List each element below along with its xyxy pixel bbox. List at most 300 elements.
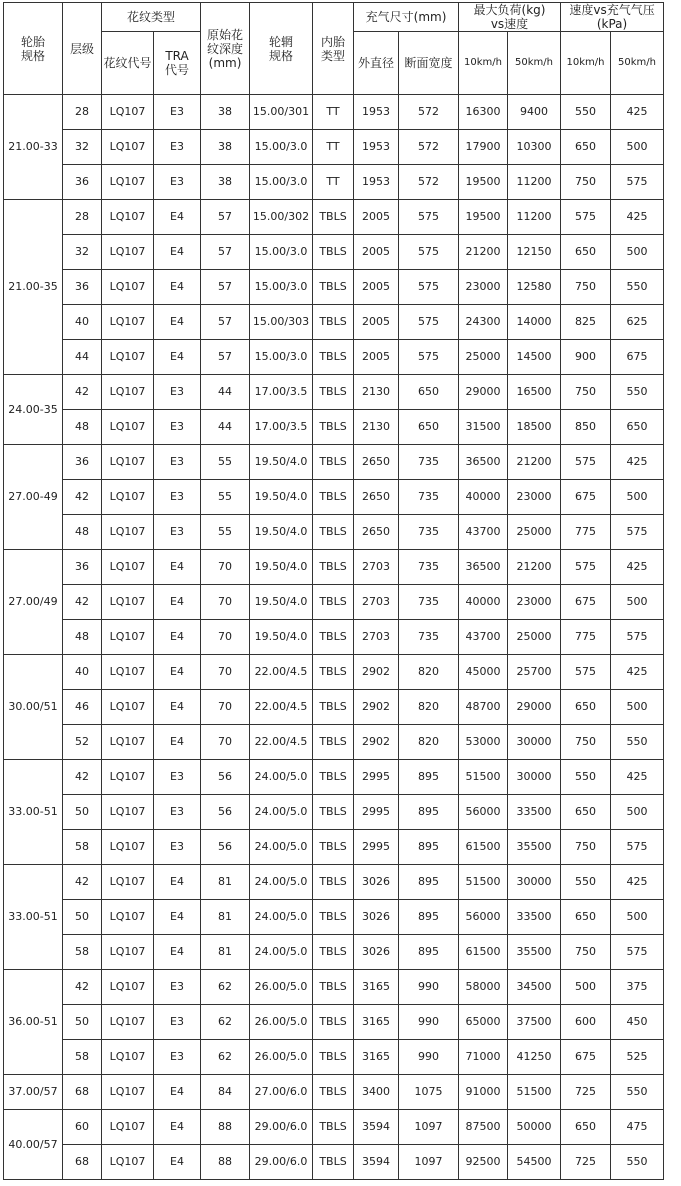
cell-tra-code: E4: [154, 1145, 201, 1180]
cell-pressure-50: 500: [611, 480, 664, 515]
cell-pressure-50: 650: [611, 410, 664, 445]
table-row: [4, 130, 664, 165]
cell-pressure-10: 650: [561, 1110, 611, 1145]
cell-pressure-10: 550: [561, 95, 611, 130]
cell-outer-diameter: 3026: [354, 935, 399, 970]
cell-pressure-10: 500: [561, 970, 611, 1005]
cell-load-10: 40000: [459, 585, 508, 620]
cell-pressure-10: 825: [561, 305, 611, 340]
cell-pattern-code: LQ107: [102, 95, 154, 130]
cell-pattern-code: LQ107: [102, 620, 154, 655]
cell-pressure-50: 575: [611, 515, 664, 550]
cell-orig-depth: 38: [201, 165, 250, 200]
cell-section-width: 735: [399, 480, 459, 515]
cell-orig-depth: 55: [201, 480, 250, 515]
cell-load-50: 35500: [508, 935, 561, 970]
cell-section-width: 575: [399, 270, 459, 305]
cell-pressure-10: 725: [561, 1145, 611, 1180]
cell-load-50: 14000: [508, 305, 561, 340]
cell-section-width: 572: [399, 165, 459, 200]
cell-rim: 15.00/301: [250, 95, 313, 130]
cell-pressure-50: 550: [611, 375, 664, 410]
cell-outer-diameter: 2130: [354, 375, 399, 410]
cell-load-50: 12150: [508, 235, 561, 270]
cell-load-10: 24300: [459, 305, 508, 340]
cell-tra-code: E3: [154, 375, 201, 410]
cell-pattern-code: LQ107: [102, 130, 154, 165]
cell-spec: 24.00-35: [4, 375, 63, 445]
cell-tube-type: TBLS: [313, 410, 354, 445]
cell-ply: 48: [63, 620, 102, 655]
cell-tube-type: TBLS: [313, 550, 354, 585]
cell-pressure-50: 550: [611, 1145, 664, 1180]
header-spec: 轮胎 规格: [4, 3, 63, 95]
header-orig-depth: 原始花 纹深度 (mm): [201, 3, 250, 95]
cell-tra-code: E4: [154, 305, 201, 340]
cell-pattern-code: LQ107: [102, 655, 154, 690]
cell-pressure-50: 450: [611, 1005, 664, 1040]
cell-load-50: 50000: [508, 1110, 561, 1145]
cell-load-10: 56000: [459, 795, 508, 830]
cell-load-50: 51500: [508, 1075, 561, 1110]
cell-rim: 29.00/6.0: [250, 1110, 313, 1145]
cell-load-10: 56000: [459, 900, 508, 935]
cell-pattern-code: LQ107: [102, 1145, 154, 1180]
cell-pattern-code: LQ107: [102, 690, 154, 725]
cell-pressure-50: 475: [611, 1110, 664, 1145]
table-row: [4, 95, 664, 130]
cell-orig-depth: 70: [201, 585, 250, 620]
cell-outer-diameter: 2650: [354, 445, 399, 480]
cell-tube-type: TBLS: [313, 900, 354, 935]
cell-outer-diameter: 3594: [354, 1110, 399, 1145]
cell-pressure-10: 575: [561, 550, 611, 585]
table-row: [4, 480, 664, 515]
cell-section-width: 735: [399, 515, 459, 550]
cell-pattern-code: LQ107: [102, 235, 154, 270]
table-row: [4, 760, 664, 795]
cell-rim: 22.00/4.5: [250, 655, 313, 690]
table-row: [4, 270, 664, 305]
tire-spec-table: [3, 2, 664, 1180]
cell-ply: 68: [63, 1145, 102, 1180]
cell-pressure-50: 500: [611, 795, 664, 830]
cell-load-50: 30000: [508, 760, 561, 795]
cell-pressure-10: 675: [561, 585, 611, 620]
table-row: [4, 550, 664, 585]
cell-tube-type: TBLS: [313, 305, 354, 340]
cell-pressure-10: 650: [561, 235, 611, 270]
cell-outer-diameter: 3165: [354, 1005, 399, 1040]
cell-pressure-50: 500: [611, 900, 664, 935]
cell-rim: 22.00/4.5: [250, 690, 313, 725]
table-row: [4, 620, 664, 655]
cell-tube-type: TBLS: [313, 340, 354, 375]
cell-ply: 58: [63, 1040, 102, 1075]
cell-tube-type: TBLS: [313, 760, 354, 795]
table-row: [4, 935, 664, 970]
cell-pressure-10: 650: [561, 690, 611, 725]
cell-orig-depth: 57: [201, 305, 250, 340]
cell-load-50: 33500: [508, 900, 561, 935]
cell-pattern-code: LQ107: [102, 305, 154, 340]
cell-tra-code: E4: [154, 340, 201, 375]
cell-rim: 15.00/3.0: [250, 270, 313, 305]
cell-load-50: 35500: [508, 830, 561, 865]
table-row: [4, 795, 664, 830]
cell-pressure-10: 575: [561, 445, 611, 480]
cell-pressure-50: 550: [611, 725, 664, 760]
cell-ply: 36: [63, 270, 102, 305]
cell-pattern-code: LQ107: [102, 795, 154, 830]
cell-pattern-code: LQ107: [102, 970, 154, 1005]
cell-pressure-50: 500: [611, 235, 664, 270]
cell-section-width: 1097: [399, 1145, 459, 1180]
cell-section-width: 820: [399, 690, 459, 725]
cell-load-50: 29000: [508, 690, 561, 725]
cell-pressure-10: 600: [561, 1005, 611, 1040]
cell-pressure-10: 750: [561, 725, 611, 760]
cell-load-50: 30000: [508, 725, 561, 760]
cell-section-width: 575: [399, 305, 459, 340]
cell-load-50: 30000: [508, 865, 561, 900]
cell-pressure-50: 575: [611, 830, 664, 865]
cell-pattern-code: LQ107: [102, 1075, 154, 1110]
header-outer-diameter: 外直径: [354, 32, 399, 95]
cell-tra-code: E4: [154, 655, 201, 690]
table-row: [4, 830, 664, 865]
table-row: [4, 725, 664, 760]
cell-orig-depth: 57: [201, 270, 250, 305]
header-pressure: 速度vs充气气压 (kPa): [561, 3, 664, 32]
cell-pattern-code: LQ107: [102, 410, 154, 445]
cell-rim: 19.50/4.0: [250, 480, 313, 515]
cell-orig-depth: 56: [201, 830, 250, 865]
cell-outer-diameter: 2005: [354, 270, 399, 305]
cell-pattern-code: LQ107: [102, 200, 154, 235]
cell-pressure-10: 675: [561, 1040, 611, 1075]
cell-rim: 15.00/303: [250, 305, 313, 340]
cell-load-10: 61500: [459, 830, 508, 865]
cell-load-10: 48700: [459, 690, 508, 725]
cell-rim: 26.00/5.0: [250, 970, 313, 1005]
cell-load-50: 10300: [508, 130, 561, 165]
header-pattern-type: 花纹类型: [102, 3, 201, 32]
cell-ply: 42: [63, 970, 102, 1005]
cell-tra-code: E3: [154, 445, 201, 480]
cell-orig-depth: 81: [201, 900, 250, 935]
cell-orig-depth: 70: [201, 655, 250, 690]
cell-rim: 24.00/5.0: [250, 760, 313, 795]
cell-ply: 50: [63, 1005, 102, 1040]
header-max-load: 最大负荷(kg) vs速度: [459, 3, 561, 32]
cell-orig-depth: 88: [201, 1110, 250, 1145]
cell-section-width: 575: [399, 235, 459, 270]
cell-tube-type: TBLS: [313, 515, 354, 550]
cell-load-50: 14500: [508, 340, 561, 375]
cell-load-10: 36500: [459, 445, 508, 480]
cell-pattern-code: LQ107: [102, 725, 154, 760]
cell-pressure-50: 525: [611, 1040, 664, 1075]
cell-load-10: 43700: [459, 620, 508, 655]
cell-spec: 33.00-51: [4, 865, 63, 970]
cell-section-width: 990: [399, 1040, 459, 1075]
cell-rim: 19.50/4.0: [250, 445, 313, 480]
cell-outer-diameter: 2130: [354, 410, 399, 445]
cell-pressure-50: 500: [611, 585, 664, 620]
cell-pressure-50: 500: [611, 690, 664, 725]
cell-spec: 21.00-35: [4, 200, 63, 375]
cell-load-50: 34500: [508, 970, 561, 1005]
cell-rim: 15.00/3.0: [250, 340, 313, 375]
cell-load-10: 43700: [459, 515, 508, 550]
cell-spec: 27.00/49: [4, 550, 63, 655]
cell-pattern-code: LQ107: [102, 480, 154, 515]
cell-tra-code: E4: [154, 900, 201, 935]
cell-ply: 40: [63, 305, 102, 340]
header-load-speed-50: 50km/h: [508, 32, 561, 95]
cell-rim: 19.50/4.0: [250, 515, 313, 550]
cell-pressure-50: 675: [611, 340, 664, 375]
cell-tra-code: E3: [154, 95, 201, 130]
cell-pattern-code: LQ107: [102, 900, 154, 935]
table-row: [4, 235, 664, 270]
cell-tube-type: TBLS: [313, 1005, 354, 1040]
cell-tra-code: E4: [154, 690, 201, 725]
cell-section-width: 735: [399, 620, 459, 655]
cell-orig-depth: 44: [201, 375, 250, 410]
header-inflated-size: 充气尺寸(mm): [354, 3, 459, 32]
cell-tra-code: E4: [154, 1110, 201, 1145]
cell-tube-type: TT: [313, 130, 354, 165]
cell-ply: 28: [63, 200, 102, 235]
cell-pressure-50: 575: [611, 620, 664, 655]
table-row: [4, 690, 664, 725]
cell-tube-type: TBLS: [313, 655, 354, 690]
cell-section-width: 895: [399, 760, 459, 795]
cell-load-10: 19500: [459, 165, 508, 200]
table-row: [4, 165, 664, 200]
cell-ply: 32: [63, 130, 102, 165]
cell-pattern-code: LQ107: [102, 445, 154, 480]
cell-ply: 50: [63, 795, 102, 830]
table-row: [4, 1110, 664, 1145]
cell-pattern-code: LQ107: [102, 1110, 154, 1145]
cell-load-10: 65000: [459, 1005, 508, 1040]
cell-section-width: 895: [399, 935, 459, 970]
cell-rim: 24.00/5.0: [250, 865, 313, 900]
cell-outer-diameter: 2902: [354, 690, 399, 725]
cell-rim: 26.00/5.0: [250, 1005, 313, 1040]
cell-rim: 24.00/5.0: [250, 935, 313, 970]
cell-outer-diameter: 2005: [354, 200, 399, 235]
cell-spec: 36.00-51: [4, 970, 63, 1075]
cell-outer-diameter: 2995: [354, 795, 399, 830]
cell-ply: 58: [63, 830, 102, 865]
cell-rim: 15.00/302: [250, 200, 313, 235]
cell-orig-depth: 81: [201, 865, 250, 900]
cell-pattern-code: LQ107: [102, 830, 154, 865]
cell-pressure-10: 750: [561, 270, 611, 305]
cell-tra-code: E3: [154, 1005, 201, 1040]
cell-rim: 24.00/5.0: [250, 795, 313, 830]
cell-load-50: 11200: [508, 200, 561, 235]
cell-ply: 52: [63, 725, 102, 760]
cell-rim: 15.00/3.0: [250, 235, 313, 270]
cell-load-50: 37500: [508, 1005, 561, 1040]
cell-tra-code: E3: [154, 795, 201, 830]
cell-ply: 48: [63, 410, 102, 445]
cell-tube-type: TT: [313, 165, 354, 200]
cell-pressure-10: 675: [561, 480, 611, 515]
cell-load-10: 29000: [459, 375, 508, 410]
cell-rim: 19.50/4.0: [250, 585, 313, 620]
cell-ply: 42: [63, 480, 102, 515]
cell-tra-code: E4: [154, 235, 201, 270]
cell-tube-type: TBLS: [313, 1110, 354, 1145]
cell-orig-depth: 62: [201, 1005, 250, 1040]
cell-spec: 27.00-49: [4, 445, 63, 550]
cell-section-width: 735: [399, 445, 459, 480]
cell-load-10: 19500: [459, 200, 508, 235]
cell-tube-type: TBLS: [313, 270, 354, 305]
cell-load-50: 21200: [508, 445, 561, 480]
cell-tra-code: E4: [154, 585, 201, 620]
cell-section-width: 895: [399, 900, 459, 935]
cell-outer-diameter: 2650: [354, 480, 399, 515]
cell-orig-depth: 70: [201, 550, 250, 585]
cell-spec: 33.00-51: [4, 760, 63, 865]
cell-load-10: 45000: [459, 655, 508, 690]
cell-orig-depth: 70: [201, 620, 250, 655]
cell-section-width: 895: [399, 795, 459, 830]
cell-outer-diameter: 3165: [354, 1040, 399, 1075]
cell-load-10: 71000: [459, 1040, 508, 1075]
cell-load-10: 51500: [459, 865, 508, 900]
table-row: [4, 865, 664, 900]
cell-ply: 46: [63, 690, 102, 725]
cell-tube-type: TBLS: [313, 935, 354, 970]
cell-pressure-10: 750: [561, 935, 611, 970]
cell-orig-depth: 62: [201, 1040, 250, 1075]
cell-section-width: 575: [399, 200, 459, 235]
cell-tra-code: E3: [154, 1040, 201, 1075]
cell-orig-depth: 57: [201, 200, 250, 235]
header-tube-type: 内胎 类型: [313, 3, 354, 95]
cell-rim: 15.00/3.0: [250, 165, 313, 200]
cell-rim: 26.00/5.0: [250, 1040, 313, 1075]
cell-outer-diameter: 2902: [354, 725, 399, 760]
cell-ply: 28: [63, 95, 102, 130]
cell-ply: 44: [63, 340, 102, 375]
cell-tube-type: TBLS: [313, 445, 354, 480]
cell-orig-depth: 56: [201, 760, 250, 795]
cell-section-width: 650: [399, 375, 459, 410]
cell-load-10: 17900: [459, 130, 508, 165]
table-row: [4, 1005, 664, 1040]
cell-tra-code: E4: [154, 550, 201, 585]
cell-pressure-50: 550: [611, 1075, 664, 1110]
cell-load-50: 54500: [508, 1145, 561, 1180]
header-tra-code: TRA 代号: [154, 32, 201, 95]
cell-pattern-code: LQ107: [102, 1005, 154, 1040]
cell-outer-diameter: 2005: [354, 235, 399, 270]
cell-tra-code: E3: [154, 515, 201, 550]
cell-tube-type: TBLS: [313, 725, 354, 760]
cell-section-width: 650: [399, 410, 459, 445]
cell-pressure-10: 900: [561, 340, 611, 375]
cell-pattern-code: LQ107: [102, 585, 154, 620]
cell-pattern-code: LQ107: [102, 865, 154, 900]
cell-section-width: 735: [399, 550, 459, 585]
cell-tube-type: TBLS: [313, 1145, 354, 1180]
cell-orig-depth: 55: [201, 445, 250, 480]
cell-load-50: 18500: [508, 410, 561, 445]
cell-pressure-10: 575: [561, 200, 611, 235]
cell-load-10: 23000: [459, 270, 508, 305]
cell-pressure-50: 425: [611, 445, 664, 480]
cell-section-width: 572: [399, 130, 459, 165]
cell-outer-diameter: 2703: [354, 620, 399, 655]
cell-pressure-50: 425: [611, 865, 664, 900]
cell-section-width: 820: [399, 725, 459, 760]
cell-section-width: 572: [399, 95, 459, 130]
cell-tra-code: E4: [154, 200, 201, 235]
table-header: [4, 3, 664, 95]
cell-ply: 42: [63, 585, 102, 620]
cell-ply: 42: [63, 865, 102, 900]
cell-orig-depth: 84: [201, 1075, 250, 1110]
cell-pressure-10: 750: [561, 375, 611, 410]
cell-outer-diameter: 2703: [354, 585, 399, 620]
table-row: [4, 900, 664, 935]
cell-orig-depth: 38: [201, 130, 250, 165]
cell-outer-diameter: 3400: [354, 1075, 399, 1110]
cell-pressure-10: 725: [561, 1075, 611, 1110]
cell-rim: 17.00/3.5: [250, 410, 313, 445]
cell-tra-code: E4: [154, 935, 201, 970]
cell-pattern-code: LQ107: [102, 340, 154, 375]
cell-section-width: 895: [399, 830, 459, 865]
header-rim: 轮辋 规格: [250, 3, 313, 95]
cell-outer-diameter: 2995: [354, 760, 399, 795]
cell-load-50: 21200: [508, 550, 561, 585]
cell-ply: 36: [63, 445, 102, 480]
cell-outer-diameter: 3165: [354, 970, 399, 1005]
cell-section-width: 575: [399, 340, 459, 375]
cell-tra-code: E3: [154, 165, 201, 200]
cell-spec: 37.00/57: [4, 1075, 63, 1110]
cell-tube-type: TBLS: [313, 620, 354, 655]
cell-load-10: 91000: [459, 1075, 508, 1110]
cell-pattern-code: LQ107: [102, 550, 154, 585]
cell-tube-type: TBLS: [313, 830, 354, 865]
cell-rim: 24.00/5.0: [250, 830, 313, 865]
cell-orig-depth: 38: [201, 95, 250, 130]
table-row: [4, 655, 664, 690]
cell-pressure-50: 425: [611, 200, 664, 235]
cell-load-10: 87500: [459, 1110, 508, 1145]
table-row: [4, 305, 664, 340]
cell-load-50: 11200: [508, 165, 561, 200]
cell-tube-type: TT: [313, 95, 354, 130]
cell-pressure-10: 850: [561, 410, 611, 445]
cell-pattern-code: LQ107: [102, 375, 154, 410]
table-row: [4, 1040, 664, 1075]
cell-tube-type: TBLS: [313, 795, 354, 830]
table-body: [4, 95, 664, 1180]
cell-load-10: 21200: [459, 235, 508, 270]
